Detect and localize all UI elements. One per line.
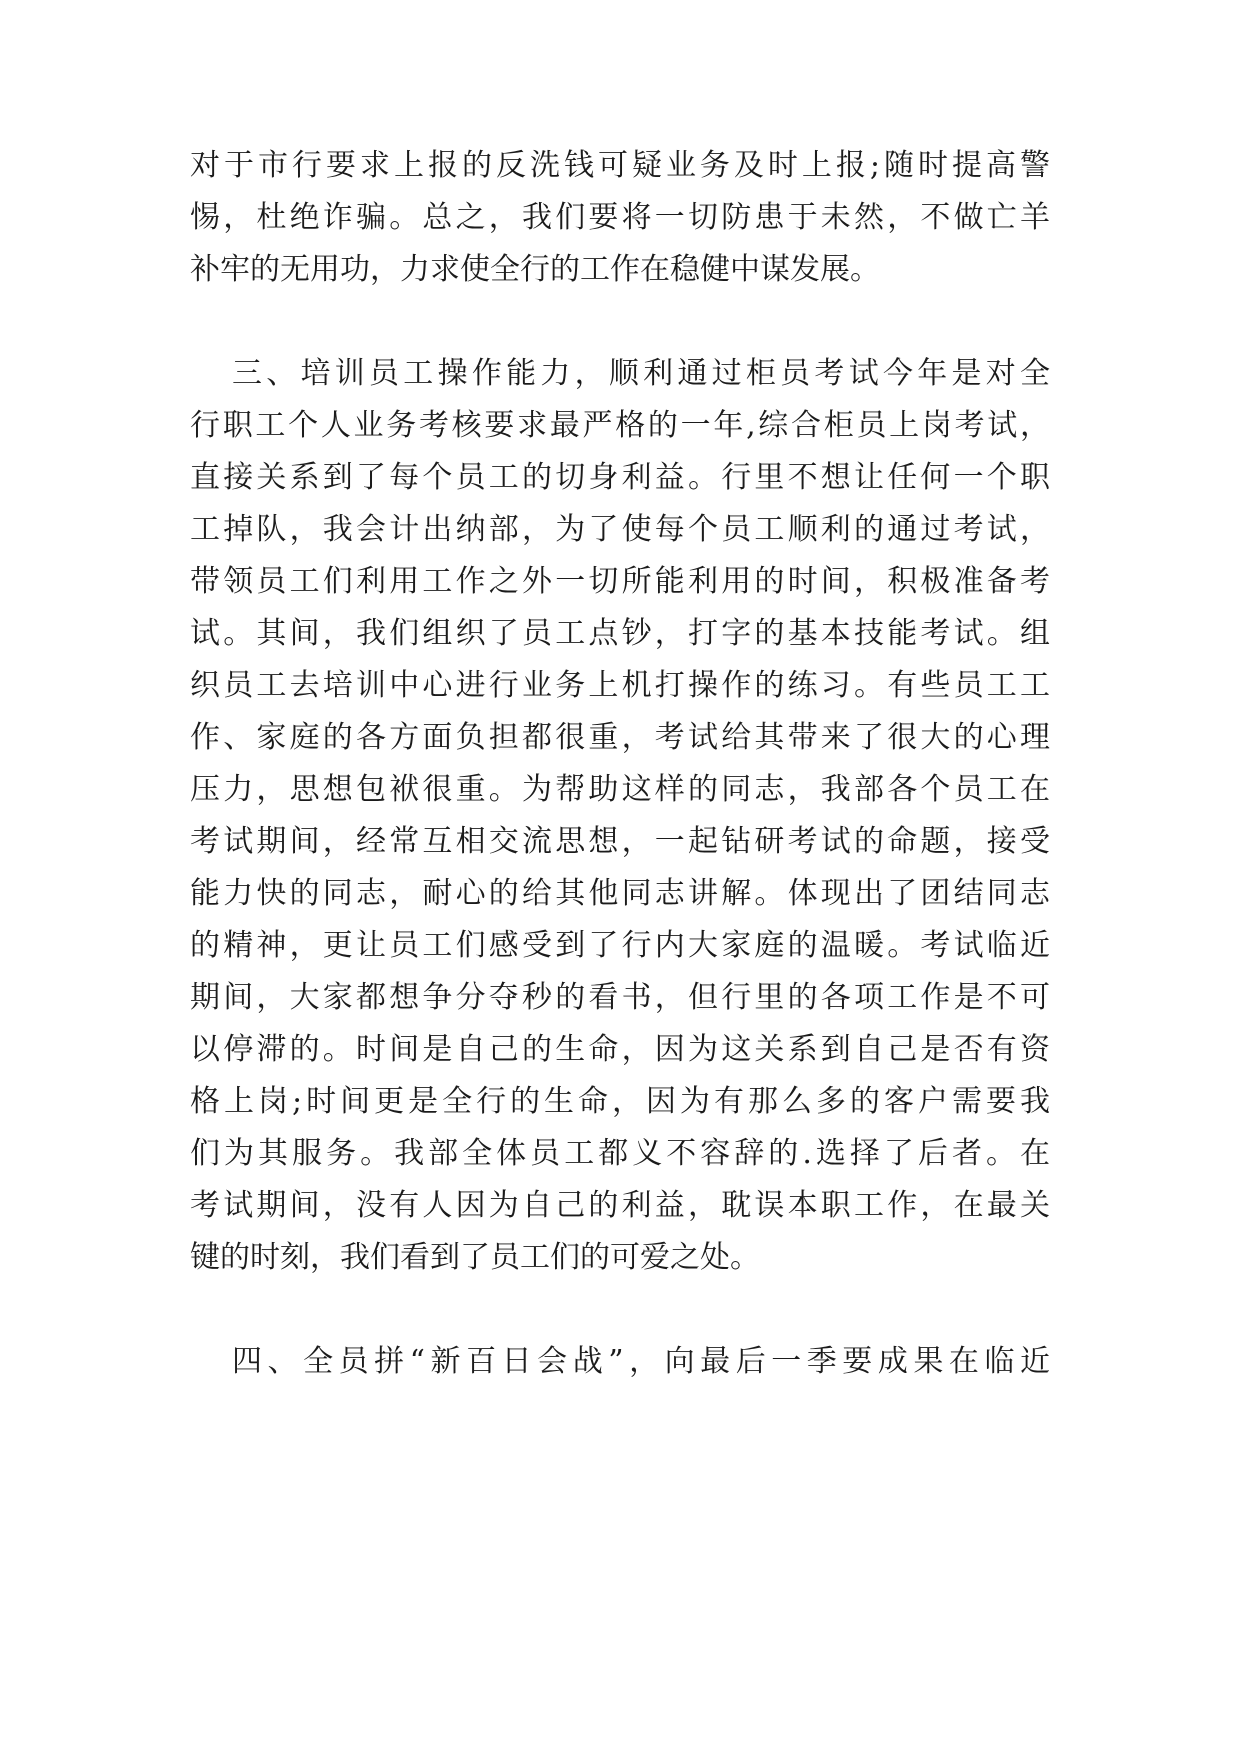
text-line: 以停滞的。时间是自己的生命，因为这关系到自己是否有资: [190, 1032, 1050, 1067]
text-line: 工掉队，我会计出纳部，为了使每个员工顺利的通过考试，: [190, 512, 1050, 547]
text-line: 补牢的无用功，力求使全行的工作在稳健中谋发展。: [190, 252, 880, 287]
section-heading-line: 三、培训员工操作能力，顺利通过柜员考试今年是对全: [232, 356, 1050, 391]
paragraph-section-3: [190, 348, 1050, 1284]
text-line: 对于市行要求上报的反洗钱可疑业务及时上报;随时提高警: [190, 148, 1050, 183]
text-line: 惕，杜绝诈骗。总之，我们要将一切防患于未然，不做亡羊: [190, 200, 1050, 235]
text-line: 带领员工们利用工作之外一切所能利用的时间，积极准备考: [190, 564, 1050, 599]
text-line: 的精神，更让员工们感受到了行内大家庭的温暖。考试临近: [190, 928, 1050, 963]
text-line: 试。其间，我们组织了员工点钞，打字的基本技能考试。组: [190, 616, 1050, 651]
section-heading-line: 四、全员拼“新百日会战”，向最后一季要成果在临近: [232, 1344, 1050, 1379]
text-line: 考试期间，经常互相交流思想，一起钻研考试的命题，接受: [190, 824, 1050, 859]
text-line: 压力，思想包袱很重。为帮助这样的同志，我部各个员工在: [190, 772, 1050, 807]
text-line: 考试期间，没有人因为自己的利益，耽误本职工作，在最关: [190, 1188, 1050, 1223]
text-line: 们为其服务。我部全体员工都义不容辞的.选择了后者。在: [190, 1136, 1050, 1171]
text-line: 行职工个人业务考核要求最严格的一年,综合柜员上岗考试，: [190, 408, 1050, 443]
text-line: 织员工去培训中心进行业务上机打操作的练习。有些员工工: [190, 668, 1050, 703]
text-line: 格上岗;时间更是全行的生命，因为有那么多的客户需要我: [190, 1084, 1050, 1119]
text-line: 期间，大家都想争分夺秒的看书，但行里的各项工作是不可: [190, 980, 1050, 1015]
text-line: 键的时刻，我们看到了员工们的可爱之处。: [190, 1240, 760, 1275]
text-line: 能力快的同志，耐心的给其他同志讲解。体现出了团结同志: [190, 876, 1050, 911]
paragraph-continuation: [190, 140, 1050, 296]
paragraph-section-4: [190, 1336, 1050, 1388]
text-line: 作、家庭的各方面负担都很重，考试给其带来了很大的心理: [190, 720, 1050, 755]
document-body: [190, 140, 1050, 1388]
text-line: 直接关系到了每个员工的切身利益。行里不想让任何一个职: [190, 460, 1050, 495]
